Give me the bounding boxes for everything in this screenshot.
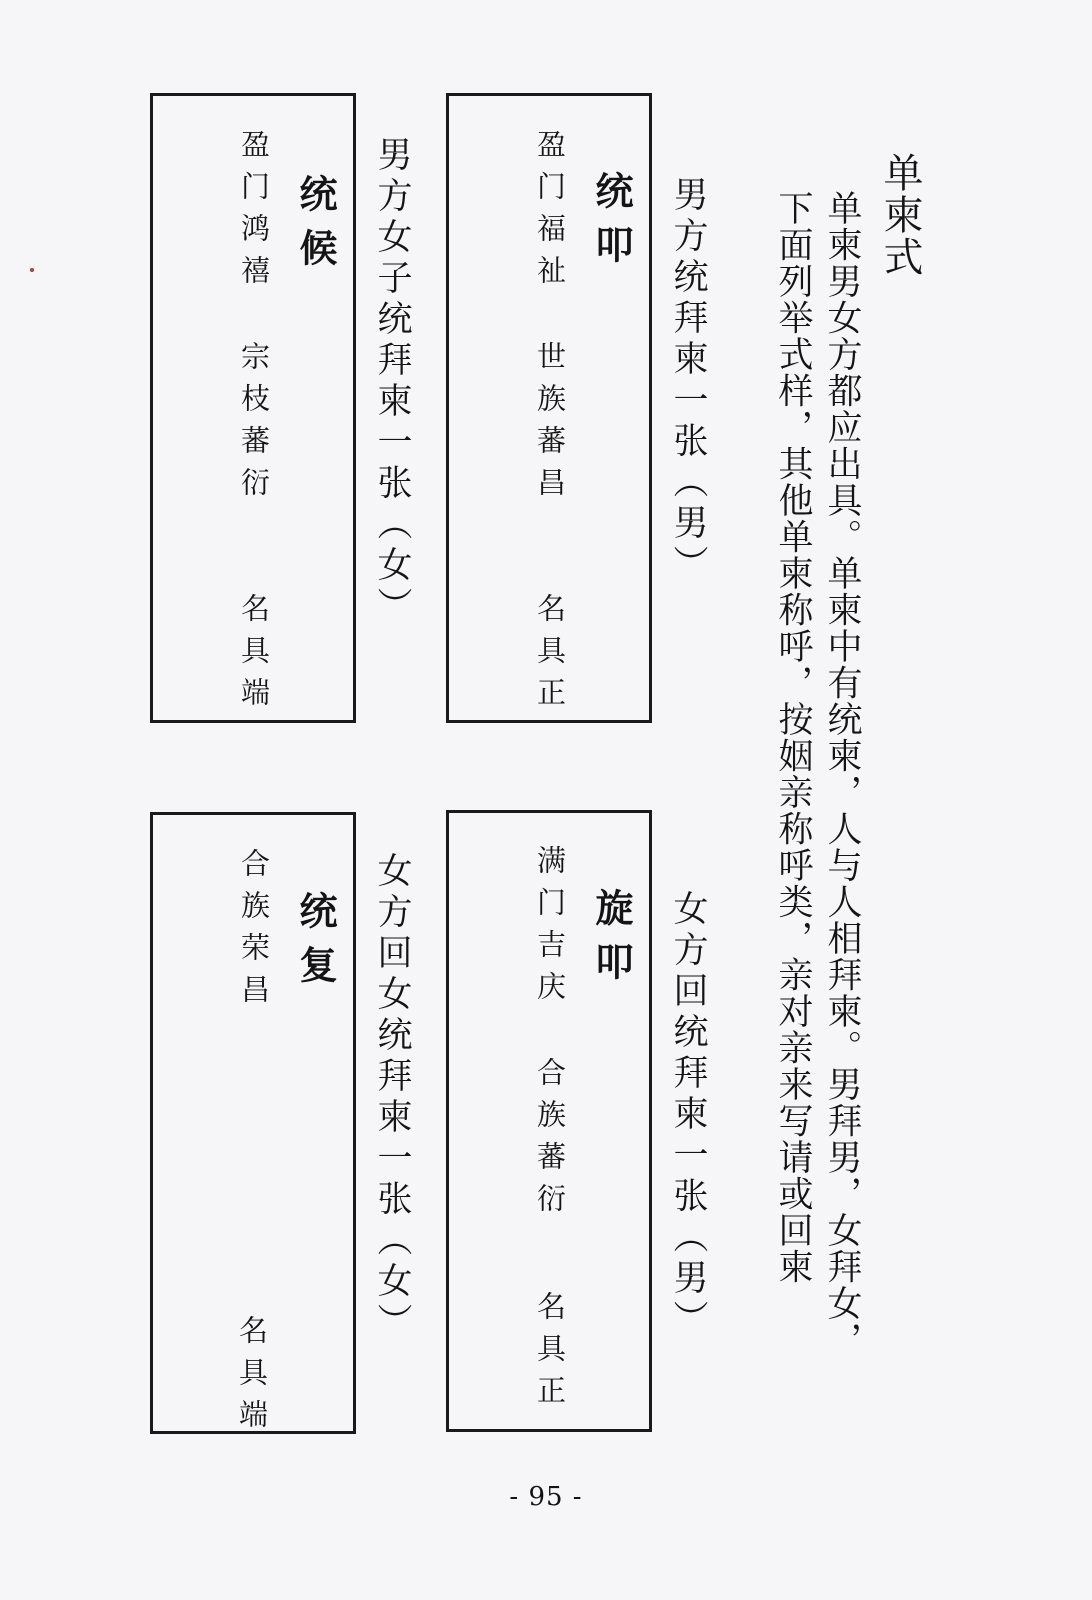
caption-upper-male: 男方统拜柬一张（男） <box>668 176 708 586</box>
card-wish: 世族蕃昌 <box>533 341 567 509</box>
intro-line-2: 下面列举式样，其他单柬称呼，按姻亲称呼类，亲对亲来写请或回柬 <box>773 190 813 1285</box>
card-wish: 合族蕃衍 <box>533 1057 567 1225</box>
page-title: 单柬式 <box>877 152 923 278</box>
card-signature: 名具端 <box>235 1315 269 1441</box>
card-lower-male <box>446 810 652 1432</box>
card-signature: 名具端 <box>237 593 271 719</box>
card-title: 旋叩 <box>589 888 634 996</box>
card-title: 统候 <box>293 174 338 282</box>
card-upper-female <box>150 93 356 723</box>
intro-line-1: 单柬男女方都应出具。单柬中有统柬，人与人相拜柬。男拜男，女拜女， <box>822 190 862 1358</box>
card-lower-female <box>150 812 356 1441</box>
card-upper-male <box>446 93 652 723</box>
page-number: - 95 - <box>509 1482 583 1512</box>
caption-upper-female: 男方女子统拜柬一张（女） <box>372 136 412 628</box>
card-greeting: 盈门福祉 <box>533 129 567 297</box>
caption-lower-female: 女方回女统拜柬一张（女） <box>372 852 412 1344</box>
caption-lower-male: 女方回统拜柬一张（男） <box>668 890 708 1341</box>
card-title: 统复 <box>293 891 338 999</box>
card-wish: 宗枝蕃衍 <box>237 341 271 509</box>
paper-speck <box>30 268 34 272</box>
card-signature: 名具正 <box>533 593 567 719</box>
card-signature: 名具正 <box>533 1291 567 1417</box>
card-title: 统叩 <box>589 171 634 279</box>
card-greeting: 合族荣昌 <box>237 848 271 1016</box>
card-greeting: 盈门鸿禧 <box>237 129 271 297</box>
card-greeting: 满门吉庆 <box>533 845 567 1013</box>
